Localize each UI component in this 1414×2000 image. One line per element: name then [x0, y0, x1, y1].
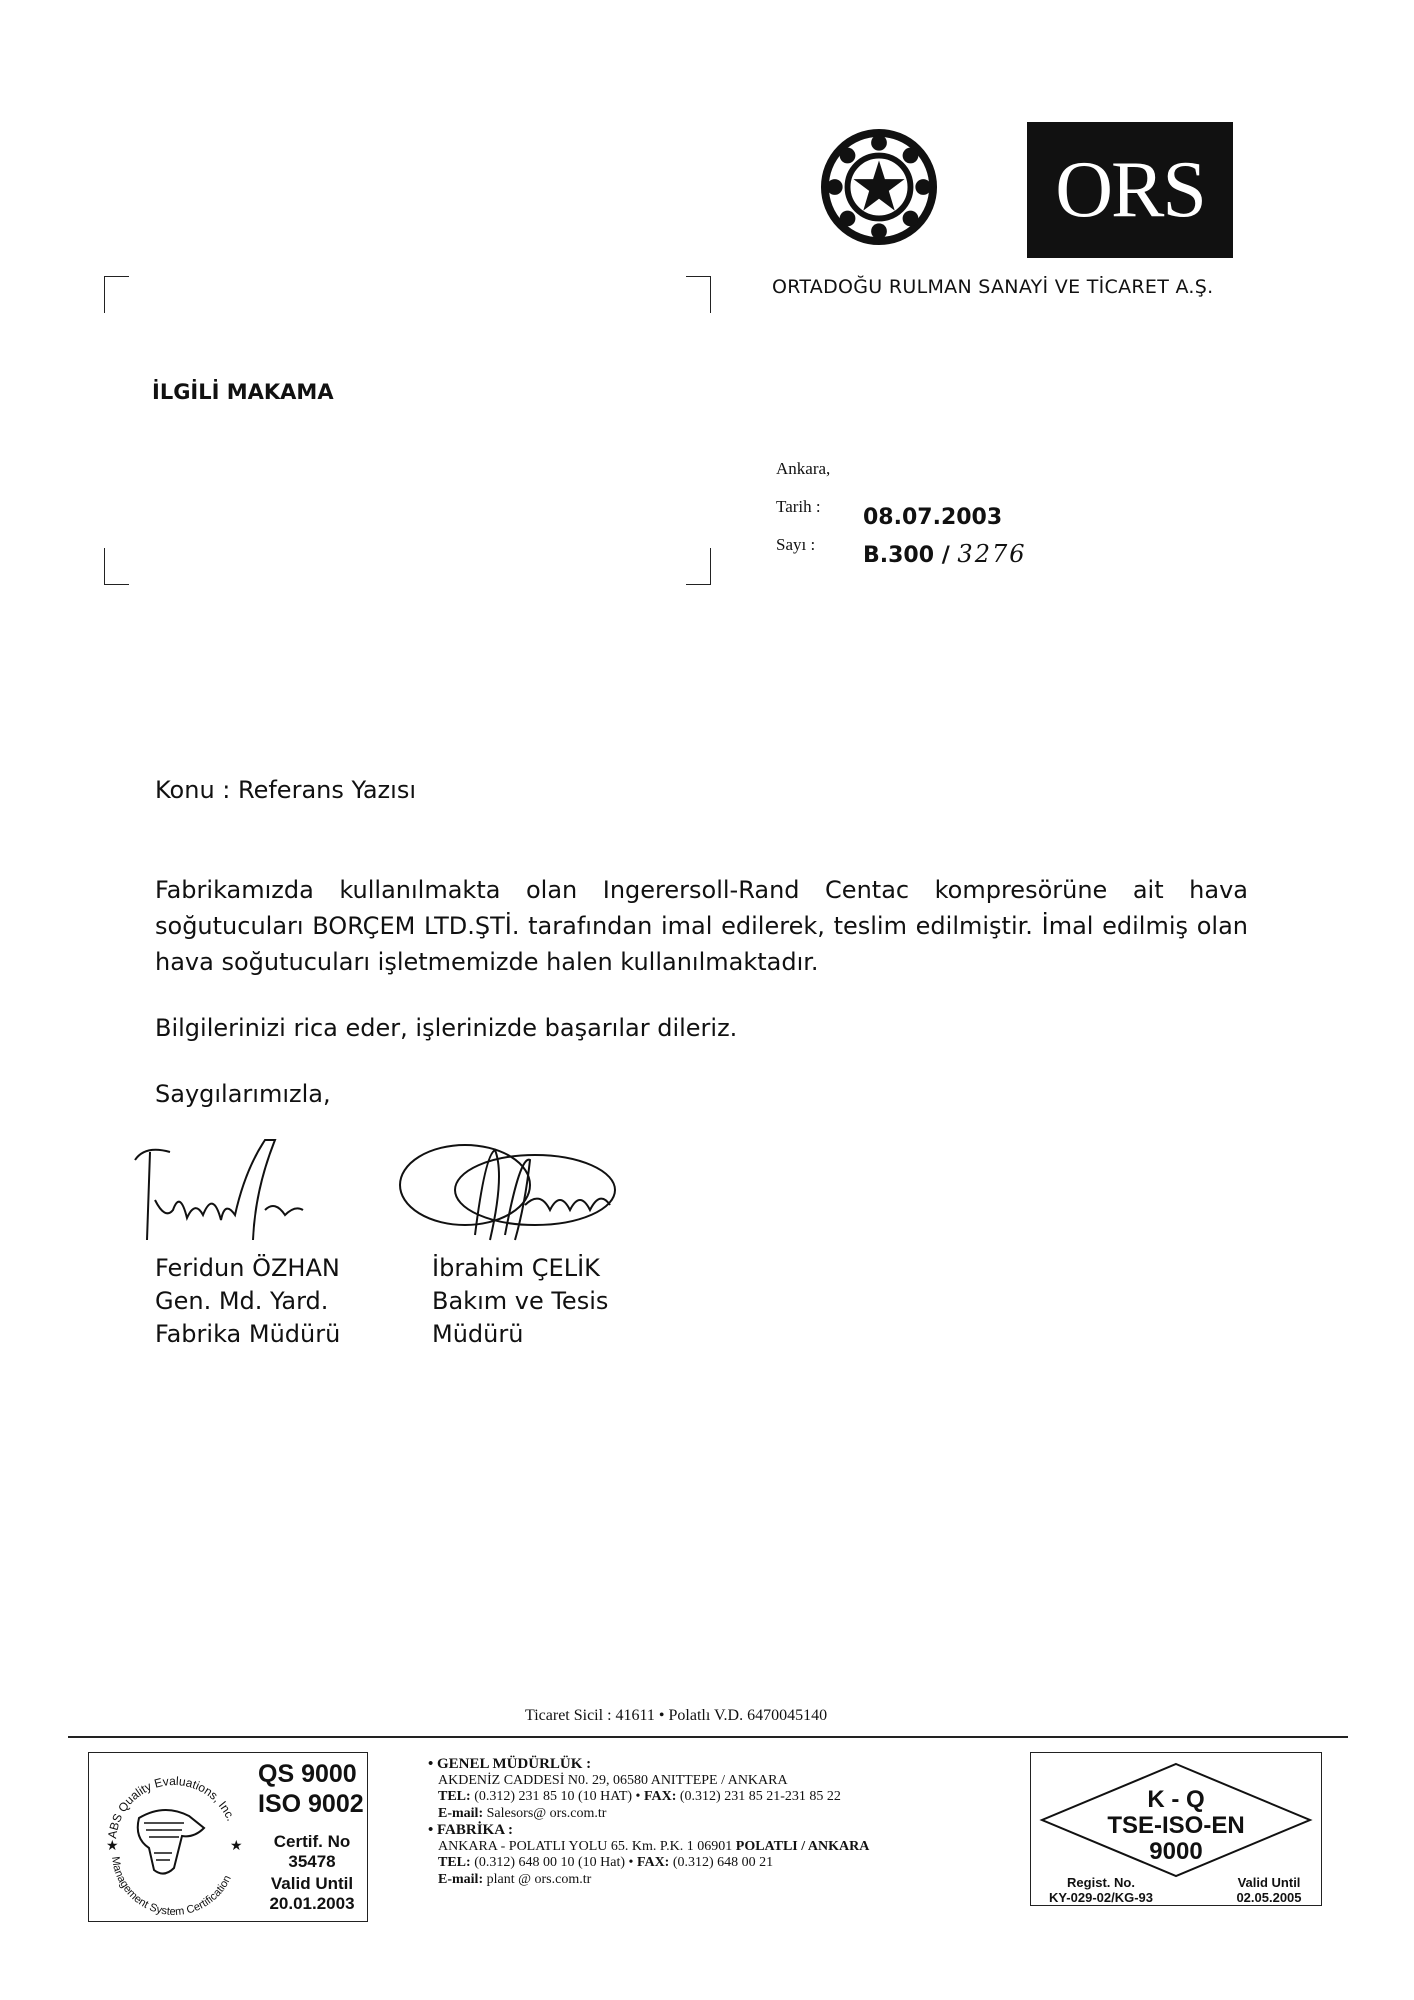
cert-label: Certif. No: [273, 1832, 351, 1851]
email-label: E-mail:: [438, 1871, 484, 1887]
footer-divider: [68, 1736, 1348, 1738]
signatory-title: Müdürü: [432, 1320, 524, 1348]
factory-address: [428, 1839, 869, 1856]
regist-label: Regist. No.: [1067, 1875, 1135, 1890]
valid-label: Valid Until: [1237, 1875, 1301, 1890]
valid-date: 20.01.2003: [269, 1894, 355, 1913]
tel-value: (0.312) 648 00 10 (10 Hat) •: [474, 1855, 634, 1870]
head-office-email: [428, 1806, 869, 1823]
factory-phone: [428, 1855, 869, 1872]
standard-9000-label: 9000: [1149, 1838, 1203, 1865]
subject-line: Konu : Referans Yazısı: [155, 776, 416, 804]
regist-number: KY-029-02/KG-93: [1048, 1890, 1154, 1905]
company-name: ORTADOĞU RULMAN SANAYİ VE TİCARET A.Ş.: [772, 276, 1214, 298]
email-label: E-mail:: [438, 1805, 484, 1821]
fax-label: FAX:: [636, 1855, 670, 1870]
signatory-2: [432, 1252, 608, 1351]
head-office-address: AKDENİZ CADDESİ N0. 29, 06580 ANITTEPE / ANKARA: [438, 1772, 788, 1788]
signature-icon: [395, 1135, 625, 1250]
signatory-title: Bakım ve Tesis: [432, 1287, 609, 1315]
email-value: Salesors@ ors.com.tr: [486, 1805, 607, 1821]
fax-label: FAX:: [643, 1789, 677, 1804]
signatory-name: İbrahim ÇELİK: [432, 1254, 600, 1282]
cert-number: 35478: [288, 1852, 336, 1871]
city: Ankara,: [776, 459, 831, 478]
svg-text:★: ★: [230, 1839, 243, 1854]
signature-icon: [125, 1130, 325, 1250]
valid-date: 02.05.2005: [1236, 1890, 1302, 1905]
svg-text:Management System Certificatio: Management System Certification: [108, 1855, 234, 1918]
brand-text: ORS: [1055, 146, 1205, 234]
closing-line: Bilgilerinizi rica eder, işlerinizde başarılar dileriz.: [155, 1014, 738, 1042]
date-value: 08.07.2003: [863, 505, 1003, 530]
head-office-heading: • GENEL MÜDÜRLÜK :: [428, 1756, 592, 1772]
ors-logo: [1027, 122, 1233, 258]
tel-value: (0.312) 231 85 10 (10 HAT) •: [474, 1789, 641, 1804]
recipient: İLGİLİ MAKAMA: [152, 380, 334, 404]
address-frame-corner: [104, 276, 129, 313]
address-frame-corner: [686, 548, 711, 585]
svg-text:ABS Quality Evaluations, Inc.: ABS Quality Evaluations, Inc.: [105, 1773, 239, 1840]
body-paragraph: Fabrikamızda kullanılmakta olan Ingerersoll-Rand Centac kompresörüne ait hava soğutucuları BORÇEM LTD.ŞTİ. tarafından imal edilerek, teslim edilmiştir. İmal edilmiş olan hava soğutucuları işletmemizde halen kullanılmaktadır.: [155, 876, 1248, 976]
iso-9002-label: ISO 9002: [258, 1790, 364, 1818]
address-frame-corner: [686, 276, 711, 313]
email-value: plant @ ors.com.tr: [486, 1871, 592, 1887]
factory-city: POLATLI / ANKARA: [735, 1838, 870, 1854]
fax-value: (0.312) 648 00 21: [672, 1855, 774, 1870]
eagle-seal-icon: [94, 1758, 254, 1918]
abs-valid-block: [262, 1874, 362, 1914]
signatory-title: Fabrika Müdürü: [155, 1320, 341, 1348]
cert-number-block: [262, 1832, 362, 1872]
fax-value: (0.312) 231 85 21-231 85 22: [679, 1789, 841, 1804]
reference-handwritten: 3276: [957, 540, 1027, 568]
signatory-title: Gen. Md. Yard.: [155, 1287, 329, 1315]
factory-street: ANKARA - POLATLI YOLU 65. Km. P.K. 1 06901: [438, 1838, 733, 1854]
head-office-phone: [428, 1789, 869, 1806]
signatory-name: Feridun ÖZHAN: [155, 1254, 340, 1282]
date-label: Tarih :: [776, 497, 821, 516]
address-frame-corner: [104, 548, 129, 585]
regist-block: [1036, 1875, 1166, 1905]
number-label: Sayı :: [776, 535, 816, 554]
svg-text:★: ★: [106, 1839, 119, 1854]
tse-iso-en-label: TSE-ISO-EN: [1107, 1812, 1245, 1839]
reference-prefix: B.300 /: [863, 543, 950, 568]
reference-number: [863, 540, 1027, 568]
tel-label: TEL:: [438, 1855, 471, 1870]
company-addresses: [428, 1756, 869, 1888]
tse-valid-block: [1222, 1875, 1316, 1905]
trade-registry: Ticaret Sicil : 41611 • Polatlı V.D. 6470045140: [525, 1707, 828, 1724]
factory-heading: • FABRİKA :: [428, 1822, 513, 1838]
kq-label: K - Q: [1147, 1786, 1205, 1813]
bearing-star-icon: [820, 128, 938, 246]
regards-line: Saygılarımızla,: [155, 1080, 331, 1108]
valid-label: Valid Until: [270, 1874, 354, 1893]
qs-9000-label: QS 9000: [258, 1760, 357, 1788]
tel-label: TEL:: [438, 1789, 471, 1804]
factory-email: [428, 1872, 869, 1889]
signatory-1: [155, 1252, 340, 1351]
